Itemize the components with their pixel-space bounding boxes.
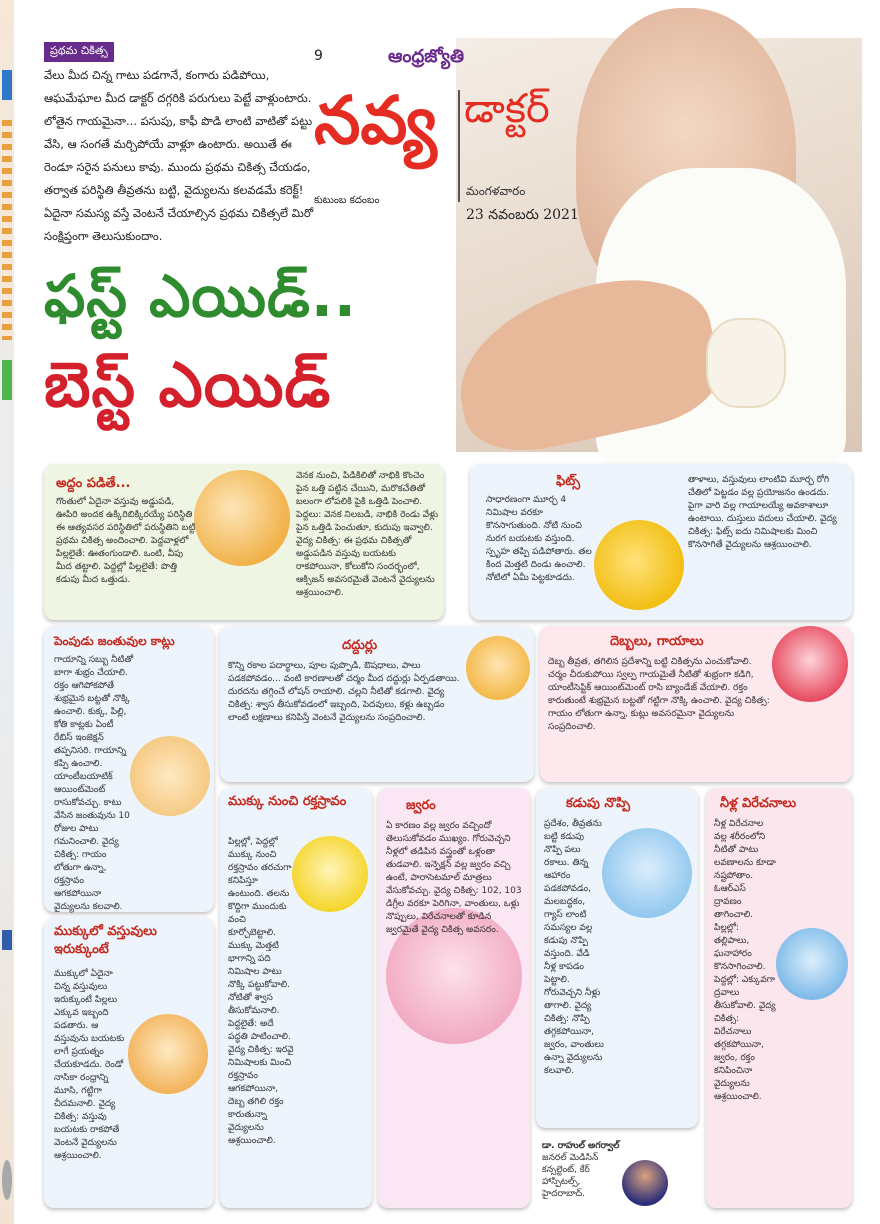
card-fever bbox=[378, 788, 530, 1208]
weekday: మంగళవారం bbox=[466, 184, 526, 198]
choking-illustration bbox=[194, 470, 290, 566]
card-object-in-nose bbox=[44, 918, 214, 1208]
intro-text: వేలు మీద చిన్న గాటు పడగానే, కంగారు పడిపోయి, ఆఘమేఘాల మీద డాక్టర్ దగ్గరికి పరుగులు పెట్టే వాళ్లుంటారు. లోతైన గాయమైనా... పసుపు, కాఫీ పొడి లాంటి వాటితో పట్టు వేసి, ఆ సంగతే మర్చిపోయే వాళ్లూ ఉంటారు. అయితే ఈ రెండూ సరైన పనులు కావు. ముందు ప్రథమ చికిత్స చేయడం, తర్వాత పరిస్థితి తీవ్రతను బట్టి, వైద్యులను కలవడమే కరెక్ట్! ఏదైనా సమస్య వస్తే వెంటనే చేయాల్సిన ప్రథమ చికిత్సలే మిరో సంక్షిప్తంగా తెలుసుకుందాం. bbox=[44, 68, 314, 243]
card-text: ప్రదేశం, తీవ్రతను బట్టి కడుపు నొప్పి పలు రకాలు. తిన్న ఆహారం పడకపోవడం, మలబద్ధకం, గ్యాస్ లాంటి సమస్యల వల్ల కడుపు నొప్పి వస్తుంది. వేడి నీళ్ల కాపడం పెట్టాలి. గోరువెచ్చని నీళ్లు తాగాలి. వైద్య చికిత్స: నొప్పి తగ్గకపోయినా, జ్వరం, వాంతులు ఉన్నా వైద్యులను కలవాలి. bbox=[544, 819, 604, 1076]
edge-mark bbox=[2, 930, 12, 950]
card-nosebleed bbox=[220, 788, 372, 1208]
card-title: కడుపు నొప్పి bbox=[566, 796, 631, 811]
intro-tag: ప్రథమ చికిత్స bbox=[44, 42, 114, 62]
card-title: నీళ్ల విరేచనాలు bbox=[720, 796, 797, 811]
page-number: 9 bbox=[314, 48, 323, 64]
card-text-2: తాళాలు, వస్తువులు లాంటివి మూర్ఛ రోగి చేతిలో పెట్టడం వల్ల ప్రయోజనం ఉండదు. పైగా వారి వల్ల గాయాలయ్యే అవకాశాలూ ఉంటాయి. దుస్తులు వదులు చేయాలి. వైద్య చికిత్స: ఫిట్స్ ఐదు నిమిషాలకు మించి కొనసాగితే వైద్యులను ఆశ్రయించాలి. bbox=[688, 475, 837, 550]
card-text: ముక్కులో ఏదైనా చిన్న వస్తువులు ఇరుక్కుంటే పిల్లలు ఎక్కువ ఇబ్బంది పడతారు. ఆ వస్తువును బయటకు లాగే ప్రయత్నం చేయకూడదు. రెండో నాసికా రంధ్రాన్ని మూసి, గట్టిగా చీదమనాలి. వైద్య చికిత్స: వస్తువు బయటకు రాకపోతే వెంటనే వైద్యులను ఆశ్రయించాలి. bbox=[54, 969, 125, 1161]
card-text: దెబ్బ తీవ్రత, తగిలిన ప్రదేశాన్ని బట్టి చికిత్సను ఎంచుకోవాలి. చర్మం చీరుకుపోయి స్వల్ప గాయమైతే నీటితో శుభ్రంగా కడిగి, యాంటీసెప్టిక్ ఆయింట్‌మెంట్ రాసి బ్యాండేజ్ వేయాలి. రక్తం కారుతుంటే శుభ్రమైన బట్టతో గట్టిగా నొక్కి ఉంచాలి. వైద్య చికిత్స: గాయం లోతుగా ఉన్నా, కుట్లు అవసరమైనా వైద్యులను సంప్రదించాలి. bbox=[548, 657, 770, 732]
headline-line2: బెస్ట్ ఎయిడ్ bbox=[44, 348, 332, 421]
card-title: పెంపుడు జంతువుల కాట్లు bbox=[54, 634, 175, 648]
page-edge-left bbox=[0, 0, 14, 1224]
fits-illustration bbox=[594, 520, 684, 610]
card-injuries bbox=[540, 626, 852, 782]
injury-illustration bbox=[772, 626, 848, 702]
card-text: కొన్ని రకాల పదార్థాలు, పూల పుప్పొడి, ఔషధాలు, పాలు పడకపోవడం... వంటి కారణాలతో చర్మం మీద దద్దుర్లు ఏర్పడతాయి. దురదను తగ్గించే లోషన్ రాయాలి. చల్లని నీటితో కడగాలి. వైద్య చికిత్స: శ్వాస తీసుకోవడంలో ఇబ్బంది, పెదవులు, కళ్లు ఉబ్బడం లాంటి లక్షణాలు కనిపిస్తే వెంటనే వైద్యులను సంప్రదించాలి. bbox=[228, 661, 460, 723]
nose-object-illustration bbox=[128, 1014, 208, 1094]
stomach-illustration bbox=[602, 828, 692, 918]
card-choking bbox=[44, 464, 444, 620]
edge-mark bbox=[2, 1160, 12, 1200]
diarrhea-illustration bbox=[776, 928, 848, 1000]
card-title: దెబ్బలు, గాయాలు bbox=[610, 634, 704, 649]
section-subtitle: డాక్టర్ bbox=[464, 86, 550, 132]
card-text-2: వెనక నుంచి, పిడికిలితో నాభికి కొంచెం పైన ఒత్తి పట్టిన చేయిని, మరొకచేతితో బలంగా లోపలికి పైకి ఒత్తిడి పెంచాలి. పెద్దలు: వెనక నిలబడి, నాభికి రెండు వేళ్లు పైన ఒత్తిడి పెంచుతూ, కుదుపు ఇవ్వాలి. వైద్య చికిత్స: ఈ ప్రథమ చికిత్సతో అడ్డుపడిన వస్తువు బయటకు రాకపోయినా, కోలుకోని సందర్భంలో, ఆక్సిజన్ అవసరమైతే వెంటనే వైద్యులను ఆశ్రయించాలి. bbox=[296, 471, 438, 598]
nosebleed-illustration bbox=[292, 836, 368, 912]
section-name: నవ్య bbox=[314, 82, 437, 159]
card-title: అద్దం పడితే... bbox=[56, 476, 131, 491]
card-stomach-ache bbox=[536, 788, 698, 1128]
card-diarrhea bbox=[706, 788, 852, 1208]
card-title: జ్వరం bbox=[406, 798, 436, 813]
card-text: సాధారణంగా మూర్ఛ 4 నిమిషాల వరకూ కొనసాగుతుంది. నోటి నుంచి నురగ బయటకు వస్తుంది. స్పృహ తప్పి పడిపోతారు. తల కింద మెత్తటి దిండు ఉంచాలి. నోటిలో ఏమీ పెట్టకూడదు. bbox=[486, 495, 592, 583]
doctor-credit bbox=[542, 1140, 702, 1200]
card-text: పిల్లల్లో, పెద్దల్లో ముక్కు నుంచి రక్తస్రావం తరచుగా కనిపిస్తూ ఉంటుంది. తలను కొద్దిగా ముందుకు వంచి కూర్చోబెట్టాలి. ముక్కు మెత్తటి భాగాన్ని పది నిమిషాల పాటు నొక్కి పట్టుకోవాలి. నోటితో శ్వాస తీసుకోమనాలి. పెద్దలైతే: అదే పద్ధతి పాటించాలి. వైద్య చికిత్స: ఇరవై నిమిషాలకు మించి రక్తస్రావం ఆగకపోయినా, దెబ్బ తగిలి రక్తం కారుతున్నా వైద్యులను ఆశ్రయించాలి. bbox=[228, 837, 294, 1146]
card-rashes bbox=[220, 626, 534, 782]
doctor-designation: జనరల్ మెడిసిన్ కన్సల్టెంట్, కేర్ హాస్పిటల్స్, హైదరాబాద్. bbox=[542, 1153, 599, 1199]
edge-mark bbox=[2, 70, 12, 100]
card-text: గాయాన్ని సబ్బు నీటితో బాగా శుభ్రం చేయాలి. రక్తం ఆగిపోకపోతే శుభ్రమైన బట్టతో నొక్కి ఉంచాలి. కుక్క, పిల్లి, కోతి కాట్లకు ఏంటీ రేబిస్ ఇంజెక్షన్ తప్పనిసరి. గాయాన్ని కప్పి ఉంచాలి. యాంటీబయాటిక్ ఆయింట్‌మెంట్ రాసుకోవచ్చు. కాటు వేసిన జంతువును 10 రోజుల పాటు గమనించాలి. వైద్య చికిత్స: గాయం లోతుగా ఉన్నా, రక్తస్రావం ఆగకపోయినా వైద్యులను కలవాలి. bbox=[54, 655, 134, 912]
date: 23 నవంబరు 2021 bbox=[466, 207, 579, 223]
paper-name: ఆంధ్రజ్యోతి bbox=[388, 46, 465, 67]
card-text: నీళ్ల విరేచనాల వల్ల శరీరంలోని నీటితో పాటు లవణాలను కూడా నష్టపోతాం. ఓఆర్ఎస్ ద్రావణం తాగించాలి. పిల్లల్లో: తల్లిపాలు, ఘనాహారం కొనసాగించాలి. పెద్దల్లో: ఎక్కువగా ద్రవాలు తీసుకోవాలి. వైద్య చికిత్స: విరేచనాలు తగ్గకపోయినా, జ్వరం, రక్తం కనిపించినా వైద్యులను ఆశ్రయించాలి. bbox=[714, 819, 776, 1102]
card-fits bbox=[470, 464, 852, 620]
card-title: ముక్కు నుంచి రక్తస్రావం bbox=[228, 794, 347, 809]
card-title: ముక్కులో వస్తువులు ఇరుక్కుంటే bbox=[54, 924, 157, 957]
card-title: దద్దుర్లు bbox=[342, 638, 378, 653]
edge-pattern bbox=[2, 120, 12, 340]
bandage-figure bbox=[706, 318, 786, 408]
masthead-divider bbox=[458, 90, 460, 202]
edge-mark bbox=[2, 360, 12, 400]
card-title: ఫిట్స్ bbox=[556, 474, 580, 489]
rash-illustration bbox=[466, 636, 530, 700]
doctor-photo bbox=[622, 1160, 668, 1206]
card-text: గొంతులో ఏదైనా వస్తువు అడ్డుపడి, ఊపిరి అందక ఉక్కిరిబిక్కిరయ్యే పరిస్థితి ఈ ఆత్యవసర పరిస్థితిలో పరుస్థితిని బట్టి ప్రథమ చికిత్స అందించాలి. పెద్దవాళ్లలో పిల్లలైతే: ఊతంగుండాలి. ఒంటి, వీపు మీద తట్టాలి. పెద్దల్లో పిల్లలైతే: పొత్తి కడుపు మీద ఒత్తుడు. bbox=[56, 497, 196, 585]
doctor-name: డా. రాహుల్ అగర్వాల్ bbox=[542, 1141, 620, 1151]
card-text: ఏ కారణం వల్ల జ్వరం వచ్చిందో తెలుసుకోవడం ముఖ్యం. గోరువెచ్చని నీళ్లలో తడిపిన వస్త్రంతో ఒళ్లంతా తుడవాలి. ఇన్ఫెక్షన్ వల్ల జ్వరం వచ్చి ఉంటే, పారాసెటమాల్ మాత్రలు వేసుకోవచ్చు. వైద్య చికిత్స: 102, 103 డిగ్రీల వరకూ పెరిగినా, వాంతులు, ఒళ్లు నొప్పులు, విరేచనాలతో కూడిన జ్వరమైతే వైద్య చికిత్స అవసరం. bbox=[386, 821, 522, 935]
dog-bite-illustration bbox=[130, 736, 210, 816]
headline-line1: ఫస్ట్ ఎయిడ్.. bbox=[44, 262, 357, 330]
section-tagline: కుటుంబ కదంబం bbox=[314, 195, 380, 206]
card-pet-bites bbox=[44, 626, 214, 912]
